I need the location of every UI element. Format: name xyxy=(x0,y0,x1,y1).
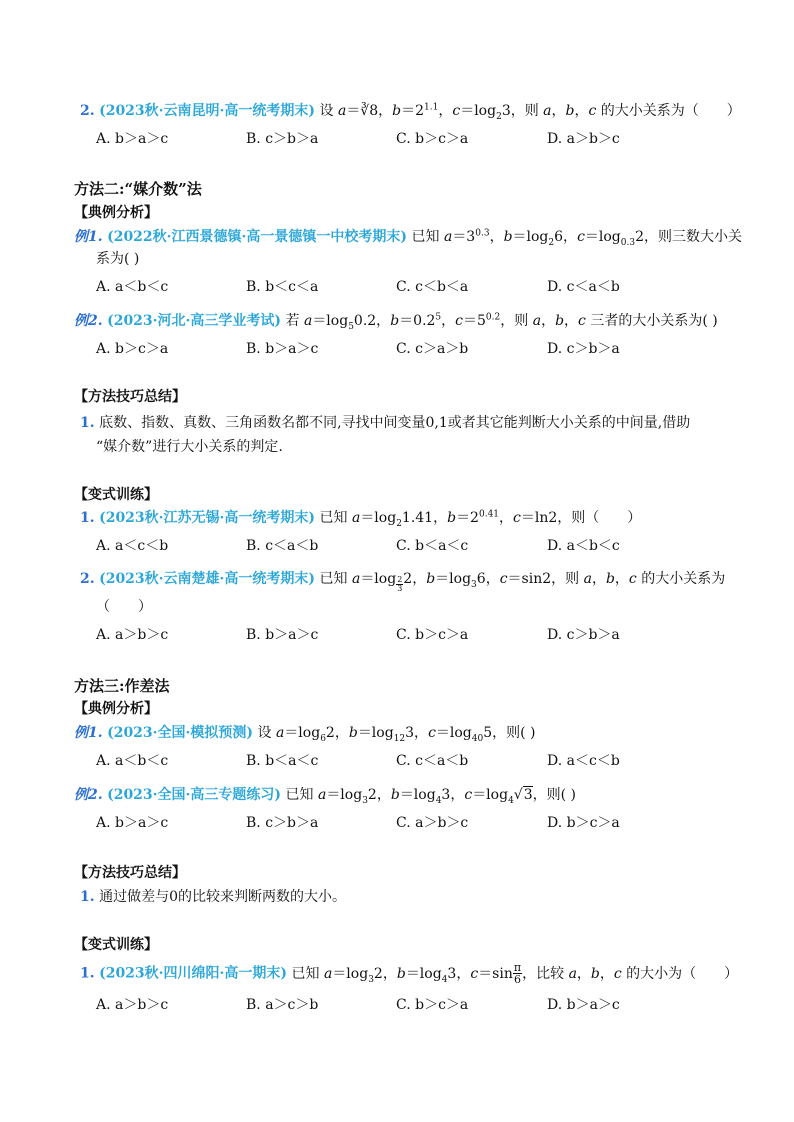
option-d: D. c＞b＞a xyxy=(547,341,620,357)
problem-text: 已知 $a=3^{0.3}$，$b=\log_26$，$c=\log_{0.3}2$，则三数大小关 xyxy=(411,228,743,248)
option-b: B. c＞b＞a xyxy=(246,131,319,147)
option-d: D. a＞b＞c xyxy=(547,131,620,147)
m2-example1 xyxy=(74,228,742,246)
problem-text: 设 $a=\log_62$，$b=\log_{12}3$，$c=\log_{40}5$，则( ) xyxy=(257,725,536,744)
option-b: B. c＞b＞a xyxy=(246,815,319,831)
option-b: B. a＞c＞b xyxy=(246,997,319,1013)
problem-source: (2023秋·云南昆明·高一统考期末) xyxy=(99,103,316,119)
option-d: D. a＜c＜b xyxy=(547,753,620,769)
problem-number: 1. xyxy=(80,965,95,982)
problem-source: (2023秋·四川绵阳·高一期末) xyxy=(99,965,288,982)
m2-example2 xyxy=(74,312,718,330)
option-c: C. c＜a＜b xyxy=(396,753,469,769)
option-d: D. b＞a＞c xyxy=(547,997,620,1013)
problem-source: (2023·全国·模拟预测) xyxy=(107,725,254,741)
option-a: A. b＞c＞a xyxy=(96,341,169,357)
option-a: A. b＞a＞c xyxy=(96,131,169,147)
option-c: C. b＞c＞a xyxy=(396,997,469,1013)
example-number: 例2. xyxy=(74,313,103,329)
option-a: A. a＜b＜c xyxy=(96,753,169,769)
method2-heading: 方法二:“媒介数”法 xyxy=(74,180,202,198)
m3-example1 xyxy=(74,724,536,742)
m2-variant1 xyxy=(80,509,641,527)
problem-number: 2. xyxy=(80,103,95,119)
summary-text: 通过做差与0的比较来判断两数的大小。 xyxy=(99,889,346,905)
m2-summary-line1 xyxy=(80,414,690,432)
problem-number: 1. xyxy=(80,510,95,526)
problem-source: (2023秋·江苏无锡·高一统考期末) xyxy=(99,510,316,526)
m2-variant2-cont: （ ） xyxy=(96,599,152,615)
option-b: B. b＞a＞c xyxy=(246,627,319,643)
m3-summary-line1 xyxy=(80,888,346,906)
problem-source: (2023·全国·高三专题练习) xyxy=(107,787,282,803)
problem-source: (2023秋·云南楚雄·高一统考期末) xyxy=(99,571,316,587)
option-d: D. c＜a＜b xyxy=(547,279,620,295)
m2-example1-cont: 系为( ) xyxy=(96,251,140,267)
problem-text: 若 $a=\log_50.2$，$b=0.2^5$，$c=5^{0.2}$，则 a，b，c 三者的大小关系为( ) xyxy=(285,312,718,332)
example-number: 例1. xyxy=(74,229,103,245)
option-a: A. a＞b＞c xyxy=(96,627,169,643)
option-a: A. a＜c＜b xyxy=(96,538,169,554)
problem-text: 已知 a＝log $_{\frac{2}{3}}$ 2，$b=\log_36$，c＝sin2，则 a，b，c 的大小关系为 xyxy=(319,571,726,593)
method3-heading: 方法三:作差法 xyxy=(74,677,170,695)
m3-variant1 xyxy=(80,962,738,985)
problem-source: (2022秋·江西景德镇·高一景德镇一中校考期末) xyxy=(107,229,408,245)
option-d: D. a＜b＜c xyxy=(547,538,620,554)
problem-text: 已知 $a=\log_32$，$b=\log_43$，$c=\log_4√3$，则( ) xyxy=(285,787,577,806)
variant-heading-2: 【变式训练】 xyxy=(74,937,158,953)
summary-heading-2: 【方法技巧总结】 xyxy=(74,865,186,881)
option-c: C. c＞a＞b xyxy=(396,341,469,357)
option-d: D. c＞b＞a xyxy=(547,627,620,643)
example-analysis-heading: 【典例分析】 xyxy=(74,205,158,221)
problem-source: (2023·河北·高三学业考试) xyxy=(107,313,282,329)
option-c: C. b＞c＞a xyxy=(396,131,469,147)
option-a: A. b＞a＞c xyxy=(96,815,169,831)
option-c: C. a＞b＞c xyxy=(396,815,469,831)
option-b: B. b＞a＞c xyxy=(246,341,319,357)
problem-top2 xyxy=(80,102,741,120)
example-number: 例1. xyxy=(74,725,103,741)
summary-text: 底数、指数、真数、三角函数名都不同,寻找中间变量0,1或者其它能判断大小关系的中间量,借助 xyxy=(99,415,691,431)
option-b: B. c＜a＜b xyxy=(246,538,319,554)
option-c: C. c＜b＜a xyxy=(396,279,469,295)
summary-number: 1. xyxy=(80,415,95,431)
variant-heading: 【变式训练】 xyxy=(74,487,158,503)
m2-summary-line2: “媒介数”进行大小关系的判定. xyxy=(96,439,283,455)
m3-example2 xyxy=(74,786,576,804)
problem-number: 2. xyxy=(80,571,95,587)
option-b: B. b＜c＜a xyxy=(246,279,319,295)
option-a: A. a＜b＜c xyxy=(96,279,169,295)
summary-number: 1. xyxy=(80,889,95,905)
option-d: D. b＞c＞a xyxy=(547,815,620,831)
option-b: B. b＜a＜c xyxy=(246,753,319,769)
option-c: C. b＜a＜c xyxy=(396,538,469,554)
example-number: 例2. xyxy=(74,787,103,803)
example-analysis-heading-2: 【典例分析】 xyxy=(74,701,158,717)
summary-heading: 【方法技巧总结】 xyxy=(74,389,186,405)
option-a: A. a＞b＞c xyxy=(96,997,169,1013)
problem-text: 已知 $a=\log_21.41$，$b=2^{0.41}$，c＝ln2，则（ ） xyxy=(319,509,642,529)
problem-text: 已知 $a=\log_32$，$b=\log_43$，c＝sin $\frac{\pi}{6}$ ，比较 a，b，c 的大小为（ ） xyxy=(291,961,739,986)
option-c: C. b＞c＞a xyxy=(396,627,469,643)
m2-variant2 xyxy=(80,570,725,593)
problem-text: 设 a＝∛8，$b=2^{1.1}$，$c=\log_23$，则 a，b，c 的大小关系为（ ） xyxy=(319,102,741,122)
